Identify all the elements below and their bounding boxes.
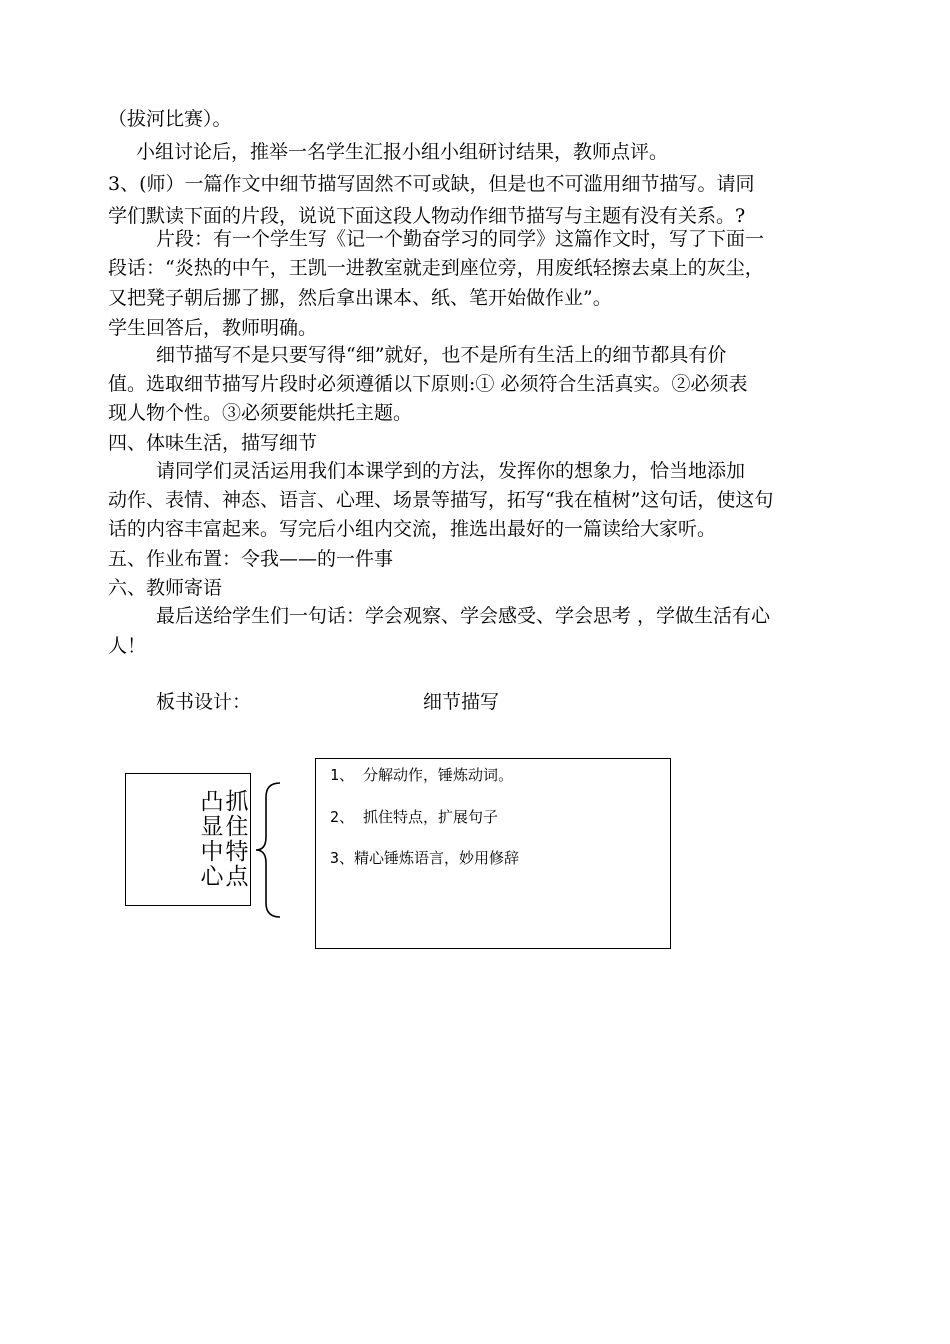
text-line: 小组讨论后，推举一名学生汇报小组小组研讨结果，教师点评。 <box>136 141 669 163</box>
text-line: 最后送给学生们一句话：学会观察、学会感受、学会思考 ，学做生活有心 <box>156 605 771 627</box>
text-line: 学们默读下面的片段，说说下面这段人物动作细节描写与主题有没有关系。? <box>108 205 746 227</box>
board-label: 板书设计： <box>156 691 252 713</box>
text-line: 段话：“炎热的中午，王凯一进教室就走到座位旁，用废纸轻擦去桌上的灰尘， <box>108 257 764 279</box>
text-line: 话的内容丰富起来。写完后小组内交流，推选出最好的一篇读给大家听。 <box>108 518 717 540</box>
section-heading: 五、作业布置：令我——的一件事 <box>108 548 394 570</box>
section-heading: 四、体味生活，描写细节 <box>108 432 318 454</box>
vertical-text-right: 抓 住 特 点 <box>225 789 249 890</box>
text-line: 人！ <box>108 635 147 657</box>
curly-brace-icon <box>254 781 284 919</box>
board-item: 3、精心锤炼语言，妙用修辞 <box>330 849 520 867</box>
section-heading: 六、教师寄语 <box>108 577 223 599</box>
text-line: 动作、表情、神态、语言、心理、场景等描写，拓写“我在植树”这句话，使这句 <box>108 489 774 511</box>
vertical-text-left: 凸 显 中 心 <box>200 789 224 890</box>
text-line: 值。选取细节描写片段时必须遵循以下原则:① 必须符合生活真实。②必须表 <box>108 373 748 395</box>
board-left-box <box>125 773 251 906</box>
text-line: 请同学们灵活运用我们本课学到的方法，发挥你的想象力，恰当地添加 <box>156 460 746 482</box>
text-line: 又把凳子朝后挪了挪，然后拿出课本、纸、笔开始做作业”。 <box>108 287 612 309</box>
board-item: 2、 抓住特点，扩展句子 <box>330 808 499 826</box>
board-title: 细节描写 <box>423 691 500 713</box>
text-line: 片段：有一个学生写《记一个勤奋学习的同学》这篇作文时，写了下面一 <box>156 228 765 250</box>
board-item: 1、 分解动作，锤炼动词。 <box>330 766 514 784</box>
text-line: （拔河比赛）。 <box>108 108 232 130</box>
text-line: 细节描写不是只要写得“细”就好，也不是所有生活上的细节都具有价 <box>156 344 727 366</box>
board-right-box <box>315 758 671 949</box>
text-line: 学生回答后，教师明确。 <box>108 317 318 339</box>
text-line: 现人物个性。③必须要能烘托主题。 <box>108 402 413 424</box>
text-line: 3、(师）一篇作文中细节描写固然不可或缺，但是也不可滥用细节描写。请同 <box>108 173 755 195</box>
